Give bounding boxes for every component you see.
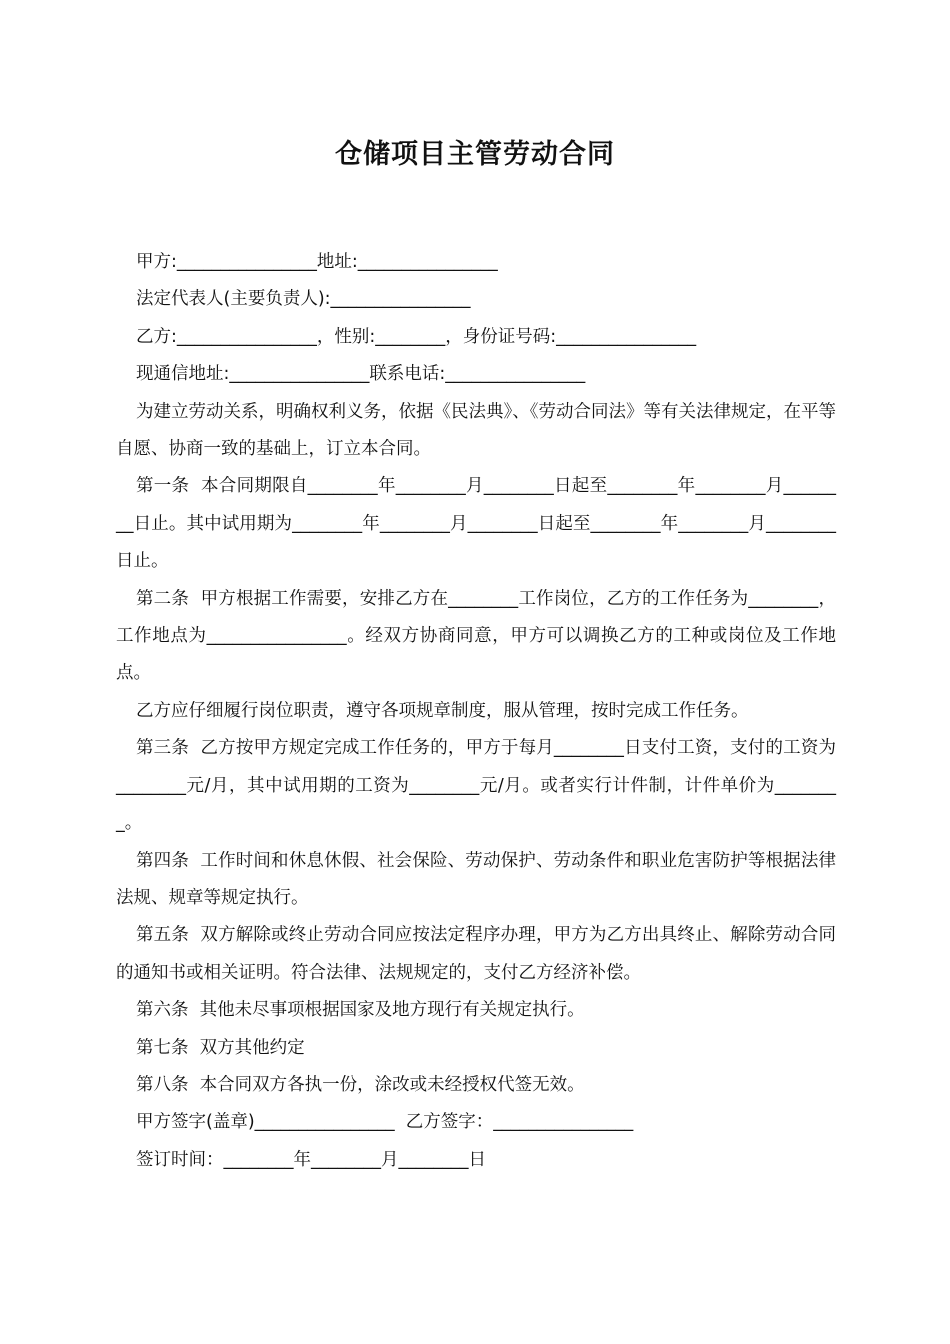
article-7: 第七条 双方其他约定	[136, 1037, 305, 1058]
party-b-line: 乙方:________________，性别:________，身份证号码:________________	[136, 326, 697, 347]
document-title: 仓储项目主管劳动合同	[335, 139, 615, 170]
article-3: 第三条 乙方按甲方规定完成工作任务的，甲方于每月________日支付工资，支付的工资为________元/月，其中试用期的工资为________元/月。或者实行计件制，计件单价为________。	[116, 738, 836, 834]
document-body	[116, 244, 836, 1179]
article-4: 第四条 工作时间和休息休假、社会保险、劳动保护、劳动条件和职业危害防护等根据法律法规、规章等规定执行。	[116, 850, 836, 908]
article-1: 第一条 本合同期限自________年________月________日起至________年________月________日止。其中试用期为________年________月________日起至________年________月________日止。	[116, 476, 836, 572]
signing-date-line: 签订时间：________年________月________日	[136, 1149, 486, 1170]
article-2-duties: 乙方应仔细履行岗位职责，遵守各项规章制度，服从管理，按时完成工作任务。	[136, 700, 749, 721]
article-2: 第二条 甲方根据工作需要，安排乙方在________工作岗位，乙方的工作任务为________，工作地点为________________。经双方协商同意，甲方可以调换乙方的工种或岗位及工作地点。	[116, 588, 836, 684]
article-6: 第六条 其他未尽事项根据国家及地方现行有关规定执行。	[136, 1000, 585, 1021]
signature-line: 甲方签字(盖章)________________ 乙方签字：________________	[136, 1112, 634, 1133]
contact-line: 现通信地址:________________联系电话:________________	[136, 364, 586, 385]
article-8: 第八条 本合同双方各执一份，涂改或未经授权代签无效。	[136, 1074, 585, 1095]
party-a-line: 甲方:________________地址:________________	[136, 252, 498, 272]
article-5: 第五条 双方解除或终止劳动合同应按法定程序办理，甲方为乙方出具终止、解除劳动合同的通知书或相关证明。符合法律、法规规定的，支付乙方经济补偿。	[116, 925, 836, 983]
preamble-paragraph: 为建立劳动关系，明确权利义务，依据《民法典》、《劳动合同法》等有关法律规定，在平等自愿、协商一致的基础上，订立本合同。	[116, 401, 836, 460]
legal-representative-line: 法定代表人(主要负责人):________________	[136, 289, 471, 310]
